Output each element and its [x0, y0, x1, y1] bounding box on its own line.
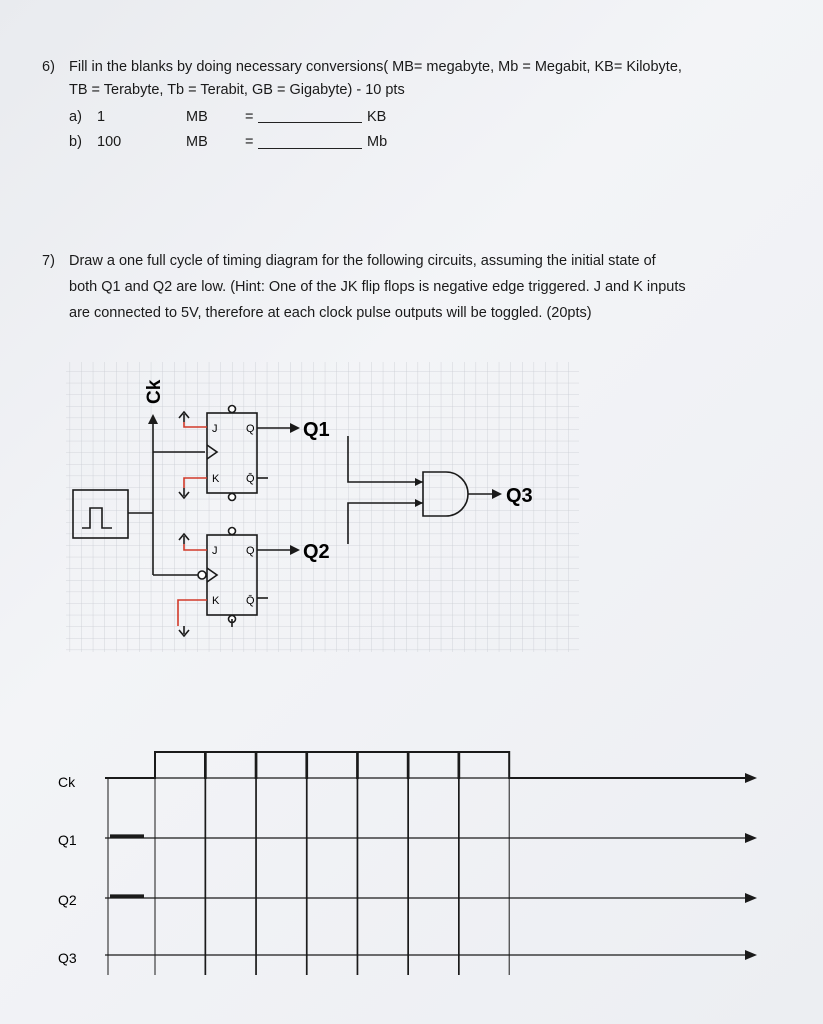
q6a-equals: =: [245, 109, 254, 125]
q1-output-label: Q1: [303, 419, 330, 441]
q2-output-label: Q2: [303, 541, 330, 563]
ff1-j-pin: J: [212, 423, 218, 435]
q6b-from-unit: MB: [186, 134, 208, 150]
clock-waveform: [105, 752, 745, 778]
ff2-j-pin: J: [212, 545, 218, 557]
q6-text-line1: Fill in the blanks by doing necessary conversions( MB= megabyte, Mb = Megabit, KB= Kilobyte,: [69, 59, 682, 75]
timing-row-label-q3: Q3: [58, 950, 77, 966]
ff1-q-pin: Q: [246, 423, 255, 435]
ff2-qbar-pin: Q̄: [246, 595, 255, 607]
q6b-value: 100: [97, 134, 122, 150]
q6a-label: a): [69, 109, 82, 125]
q6-number: 6): [42, 59, 55, 75]
q7-text-line1: Draw a one full cycle of timing diagram for the following circuits, assuming the initial state of: [69, 253, 656, 269]
ff1-k-pin: K: [212, 473, 220, 485]
ff1-qbar-pin: Q̄: [246, 473, 255, 485]
q7-number: 7): [42, 253, 55, 269]
q7-text-line2: both Q1 and Q2 are low. (Hint: One of the JK flip flops is negative edge triggered. J and K inputs: [69, 279, 686, 295]
timing-row-label-q1: Q1: [58, 832, 77, 848]
q6a-to-unit: KB: [367, 109, 387, 125]
q6-text-line2: TB = Terabyte, Tb = Terabit, GB = Gigabyte) - 10 pts: [69, 82, 405, 98]
q7-text-line3: are connected to 5V, therefore at each clock pulse outputs will be toggled. (20pts): [69, 305, 592, 321]
ff2-k-pin: K: [212, 595, 220, 607]
q6a-from-unit: MB: [186, 109, 208, 125]
timing-row-label-ck: Ck: [58, 774, 76, 790]
q6b-equals: =: [245, 134, 254, 150]
q3-output-label: Q3: [506, 485, 533, 507]
q6b-to-unit: Mb: [367, 134, 388, 150]
clock-label: Ck: [144, 379, 165, 404]
timing-row-label-q2: Q2: [58, 892, 77, 908]
q6a-value: 1: [97, 109, 106, 125]
ff2-q-pin: Q: [246, 545, 255, 557]
q6b-label: b): [69, 134, 82, 150]
